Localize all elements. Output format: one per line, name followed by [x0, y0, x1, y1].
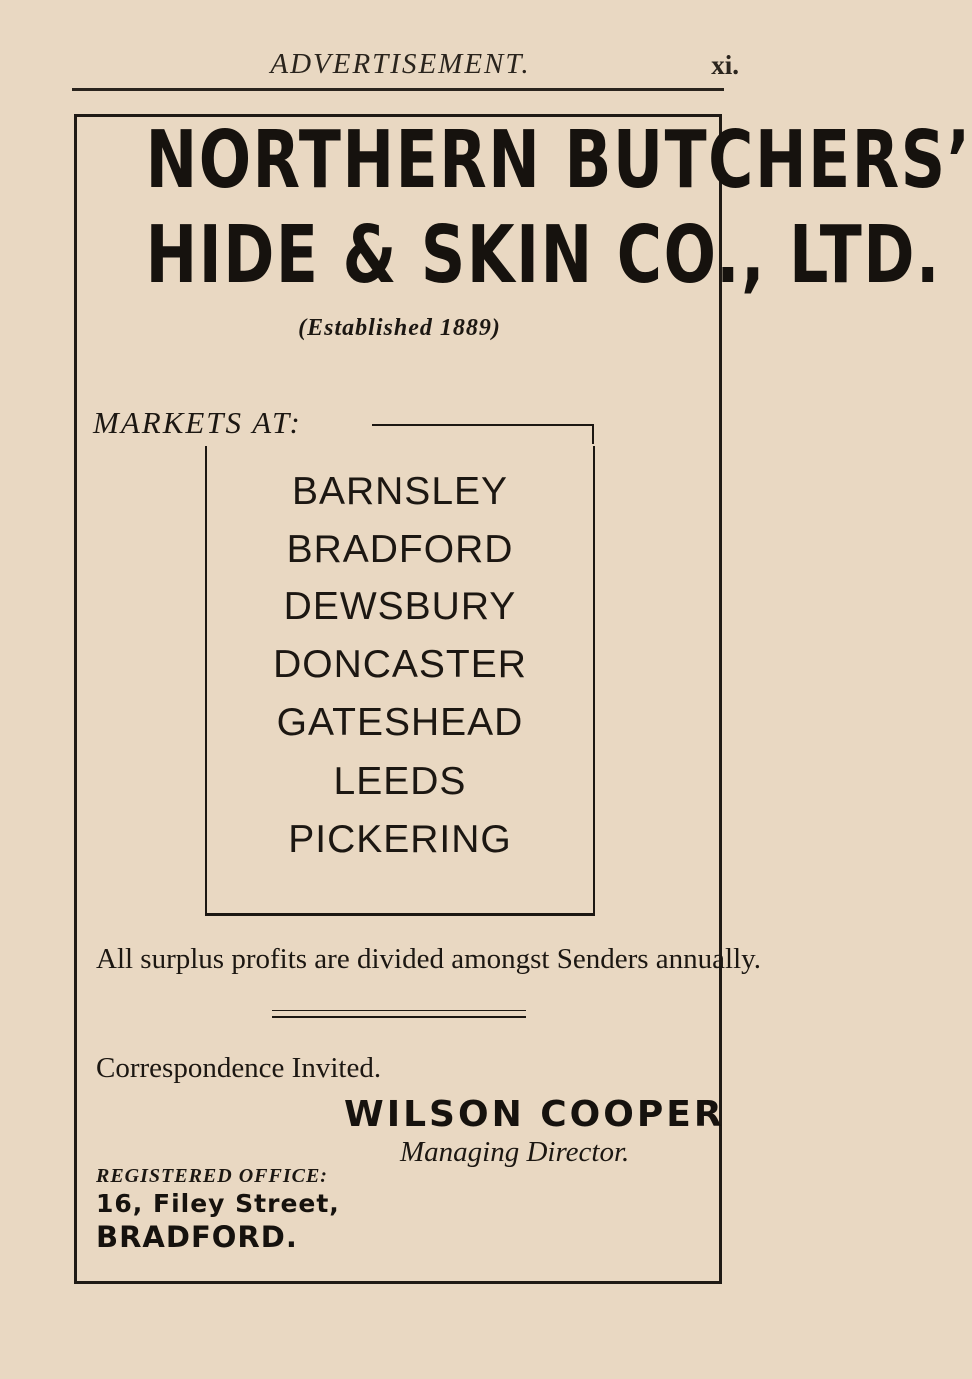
header-rule	[72, 88, 724, 91]
company-name-line1: NORTHERN BUTCHERS’	[145, 114, 972, 206]
header-title: ADVERTISEMENT.	[270, 48, 531, 80]
company-name-line2: HIDE & SKIN CO., LTD.	[145, 209, 942, 301]
director-title: Managing Director.	[400, 1136, 630, 1168]
market-item: GATESHEAD	[276, 701, 524, 744]
page-number: xi.	[711, 50, 739, 80]
market-item: BRADFORD	[286, 528, 514, 571]
market-item: DONCASTER	[273, 643, 527, 686]
page-header	[0, 48, 801, 88]
markets-connector-drop	[592, 424, 594, 444]
established-date: (Established 1889)	[298, 315, 501, 341]
markets-heading: MARKETS AT:	[93, 405, 302, 440]
market-item: PICKERING	[288, 818, 512, 861]
market-item: LEEDS	[333, 760, 467, 803]
surplus-notice: All surplus profits are divided amongst Senders annually.	[96, 943, 762, 975]
markets-connector-line	[372, 424, 594, 426]
correspondence-notice: Correspondence Invited.	[96, 1052, 382, 1084]
director-name: WILSON COOPER	[344, 1094, 725, 1135]
market-item: DEWSBURY	[283, 585, 517, 628]
office-city: BRADFORD.	[96, 1220, 298, 1254]
office-label: REGISTERED OFFICE:	[96, 1165, 328, 1187]
office-street: 16, Filey Street,	[96, 1189, 340, 1218]
market-item: BARNSLEY	[291, 470, 509, 513]
divider	[272, 1010, 526, 1018]
